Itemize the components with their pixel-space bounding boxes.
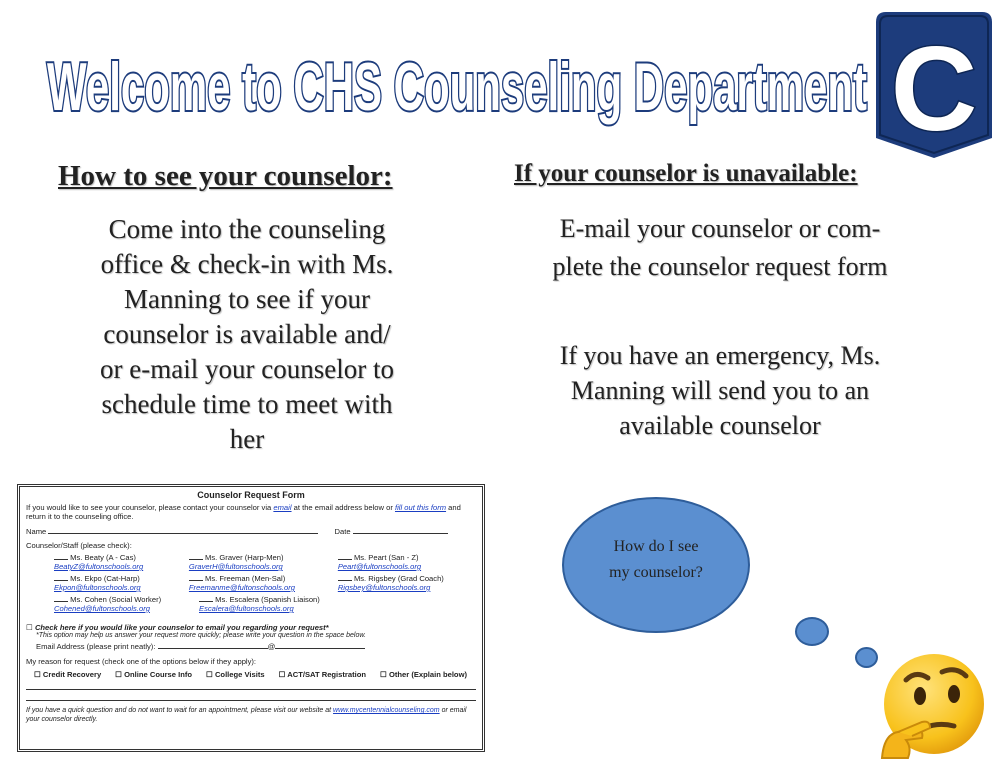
staff-name: Ms. Ekpo (Cat-Harp) bbox=[70, 574, 140, 583]
thought-line: How do I see bbox=[613, 538, 699, 555]
staff-row bbox=[26, 574, 476, 592]
staff-entry[interactable] bbox=[338, 574, 476, 592]
reason-option[interactable]: ☐ Online Course Info bbox=[115, 670, 193, 679]
explain-line[interactable] bbox=[26, 679, 476, 690]
staff-name: Ms. Peart (San - Z) bbox=[353, 553, 419, 562]
right-line: Manning will send you to an bbox=[570, 376, 870, 405]
date-field[interactable] bbox=[353, 533, 448, 534]
left-line: Manning to see if your bbox=[124, 284, 370, 314]
email-me-row bbox=[26, 623, 476, 632]
left-line: Come into the counseling bbox=[108, 214, 386, 244]
logo-letter: C bbox=[890, 22, 978, 156]
name-date-row bbox=[26, 527, 476, 536]
email-note: *This option may help us answer your request more quickly; please write your question in the space below. bbox=[36, 632, 366, 639]
banner-title bbox=[42, 30, 872, 140]
staff-name: Ms. Beaty (A - Cas) bbox=[70, 553, 136, 562]
form-intro-text: If you would like to see your counselor, please contact your counselor via bbox=[26, 503, 272, 512]
staff-email-link[interactable]: Cohened@fultonschools.org bbox=[54, 604, 150, 613]
reason-option-label: Online Course Info bbox=[124, 670, 193, 679]
staff-email-link[interactable]: BeatyZ@fultonschools.org bbox=[54, 562, 144, 571]
school-logo bbox=[876, 12, 992, 158]
name-label: Name bbox=[26, 527, 47, 536]
staff-entry[interactable] bbox=[338, 553, 476, 571]
email-me-checkbox[interactable]: ☐ bbox=[26, 623, 33, 632]
left-line: counselor is available and/ bbox=[103, 319, 391, 349]
right-heading: If your counselor is unavailable: bbox=[514, 160, 858, 187]
left-instructions bbox=[52, 212, 442, 457]
staff-name: Ms. Freeman (Men-Sal) bbox=[205, 574, 286, 583]
form-title: Counselor Request Form bbox=[197, 490, 305, 500]
email-domain-field[interactable] bbox=[275, 648, 365, 649]
form-intro-text: and return it to the counseling office. bbox=[26, 503, 461, 521]
staff-email-link[interactable]: Ekpon@fultonschools.org bbox=[54, 583, 141, 592]
fill-form-link[interactable]: fill out this form bbox=[394, 503, 447, 512]
left-line: office & check-in with Ms. bbox=[100, 249, 394, 279]
staff-name: Ms. Rigsbey (Grad Coach) bbox=[353, 574, 444, 583]
email-user-field[interactable] bbox=[158, 648, 268, 649]
reason-option-label: Credit Recovery bbox=[42, 670, 102, 679]
form-intro bbox=[26, 503, 476, 521]
staff-email-link[interactable]: GraverH@fultonschools.org bbox=[188, 562, 283, 571]
at-sign: @ bbox=[267, 642, 276, 651]
banner-title-text: Welcome to CHS Counseling Department bbox=[47, 49, 868, 125]
email-me-label: Check here if you would like your counselor to email you regarding your request* bbox=[34, 623, 329, 632]
staff-email-link[interactable]: Escalera@fultonschools.org bbox=[199, 604, 294, 613]
footer-text: If you have a quick question and do not want to wait for an appointment, please visit our website at bbox=[26, 707, 332, 714]
thinking-face-icon bbox=[872, 650, 988, 764]
staff-entry[interactable] bbox=[189, 574, 338, 592]
staff-entry[interactable] bbox=[189, 553, 338, 571]
emergency-instructions bbox=[490, 338, 950, 443]
reason-option-label: College Visits bbox=[214, 670, 265, 679]
staff-label: Counselor/Staff (please check): bbox=[26, 541, 132, 550]
footer-text: or email your counselor directly. bbox=[26, 707, 467, 723]
right-line: available counselor bbox=[619, 411, 821, 440]
right-line: plete the counselor request form bbox=[552, 252, 888, 281]
explain-line[interactable] bbox=[26, 690, 476, 701]
reason-options bbox=[26, 670, 476, 679]
left-line: or e-mail your counselor to bbox=[100, 354, 394, 384]
staff-entry[interactable] bbox=[26, 553, 189, 571]
staff-email-link[interactable]: Peart@fultonschools.org bbox=[337, 562, 422, 571]
thought-text bbox=[586, 534, 726, 586]
thought-dot bbox=[795, 617, 829, 646]
left-line: schedule time to meet with bbox=[101, 389, 393, 419]
staff-email-link[interactable]: Rigsbey@fultonschools.org bbox=[337, 583, 431, 592]
form-intro-text: at the email address below or bbox=[293, 503, 393, 512]
staff-name: Ms. Cohen (Social Worker) bbox=[70, 595, 162, 604]
website-link[interactable]: www.mycentennialcounseling.com bbox=[333, 707, 440, 714]
right-line: If you have an emergency, Ms. bbox=[559, 341, 881, 370]
email-link[interactable]: email bbox=[273, 503, 292, 512]
form-footer bbox=[26, 706, 476, 724]
staff-entry[interactable] bbox=[199, 595, 359, 613]
reason-label: My reason for request (check one of the options below if they apply): bbox=[26, 657, 257, 666]
thought-bubble bbox=[562, 497, 750, 633]
staff-entry[interactable] bbox=[26, 595, 199, 613]
staff-row bbox=[26, 553, 476, 571]
staff-row bbox=[26, 595, 476, 613]
reason-option-label: Other (Explain below) bbox=[388, 670, 468, 679]
right-line: E-mail your counselor or com- bbox=[559, 214, 881, 243]
reason-option[interactable]: ☐ Other (Explain below) bbox=[380, 670, 468, 679]
staff-name: Ms. Graver (Harp-Men) bbox=[205, 553, 284, 562]
left-line: her bbox=[229, 424, 265, 454]
staff-email-link[interactable]: Freemanme@fultonschools.org bbox=[188, 583, 295, 592]
counselor-request-form bbox=[17, 484, 485, 752]
reason-option[interactable]: ☐ ACT/SAT Registration bbox=[278, 670, 367, 679]
staff-entry[interactable] bbox=[26, 574, 189, 592]
left-heading: How to see your counselor: bbox=[58, 160, 393, 192]
email-address-label: Email Address (please print neatly): bbox=[36, 642, 156, 651]
name-field[interactable] bbox=[48, 533, 318, 534]
reason-option[interactable]: ☐ Credit Recovery bbox=[34, 670, 102, 679]
right-instructions bbox=[490, 210, 950, 286]
date-label: Date bbox=[334, 527, 351, 536]
email-address-row bbox=[26, 642, 476, 651]
reason-option[interactable]: ☐ College Visits bbox=[206, 670, 265, 679]
staff-name: Ms. Escalera (Spanish Liaison) bbox=[215, 595, 320, 604]
thought-line: my counselor? bbox=[609, 564, 703, 581]
reason-option-label: ACT/SAT Registration bbox=[287, 670, 367, 679]
